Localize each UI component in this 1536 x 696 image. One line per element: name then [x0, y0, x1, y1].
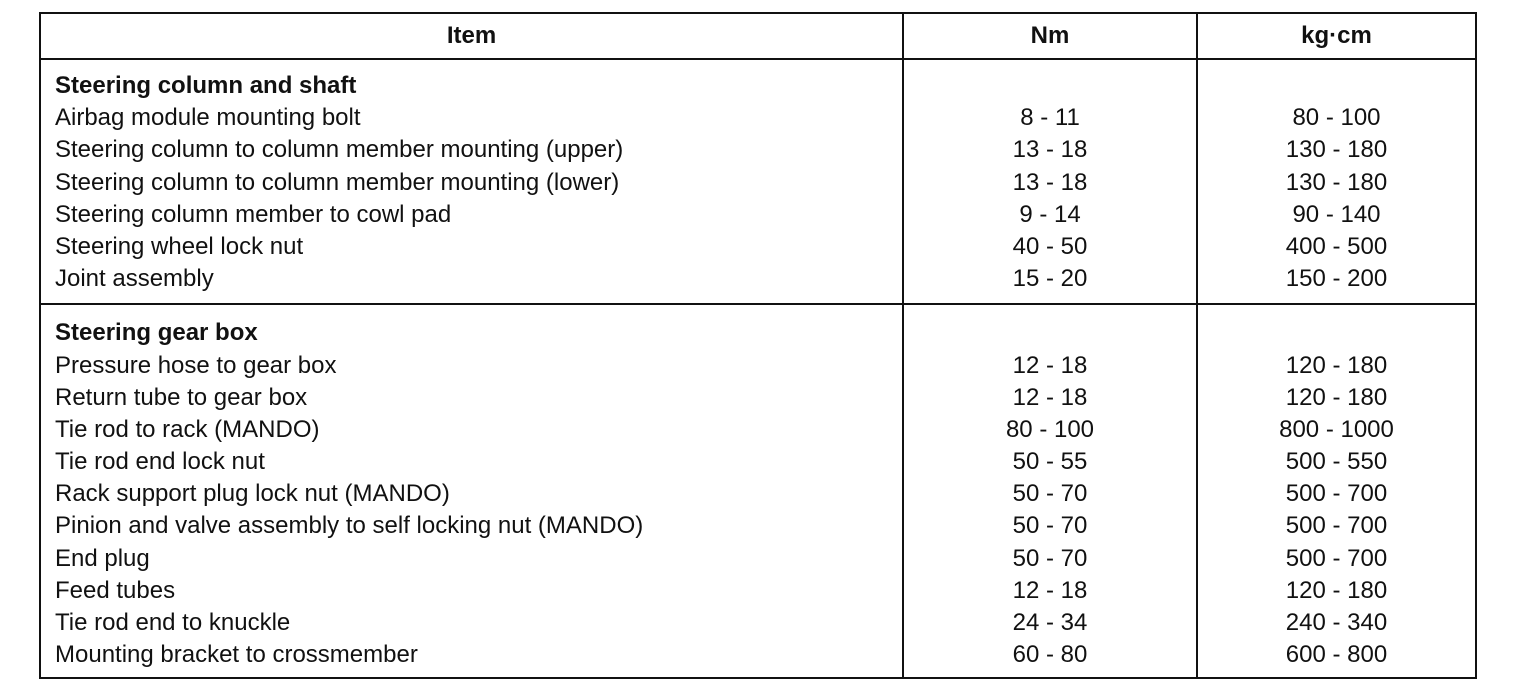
nm-cell: 15 - 20	[1012, 265, 1088, 293]
header-nm: Nm	[904, 14, 1198, 58]
item-cell: Steering column member to cowl pad	[55, 200, 452, 228]
kgcm-cell: 400 - 500	[1285, 232, 1388, 260]
nm-cell: 50 - 70	[1012, 480, 1088, 508]
kgcm-cell: 130 - 180	[1285, 168, 1388, 196]
kgcm-cell: 500 - 700	[1285, 512, 1388, 540]
kgcm-cell: 90 - 140	[1292, 200, 1381, 228]
kgcm-cell: 80 - 100	[1292, 104, 1381, 132]
header-item: Item	[41, 14, 904, 58]
kgcm-cell: 500 - 700	[1285, 544, 1388, 572]
nm-cell: 12 - 18	[1012, 383, 1088, 411]
torque-spec-table	[39, 12, 1477, 679]
header-kgcm: kg·cm	[1301, 22, 1372, 49]
nm-cell: 13 - 18	[1012, 168, 1088, 196]
section-title: Steering column and shaft	[55, 72, 357, 99]
section-steering-gear-box	[41, 303, 1475, 677]
nm-cell: 80 - 100	[1005, 415, 1095, 443]
item-column	[41, 60, 904, 303]
kgcm-cell: 500 - 700	[1285, 480, 1388, 508]
item-cell: Rack support plug lock nut (MANDO)	[55, 480, 450, 508]
item-cell: Steering column to column member mounting (lower)	[55, 168, 620, 196]
nm-cell: 40 - 50	[1012, 232, 1088, 260]
kgcm-cell: 500 - 550	[1285, 448, 1388, 476]
kgcm-column	[1198, 60, 1475, 303]
spacer	[904, 317, 1196, 349]
kgcm-cell: 150 - 200	[1285, 265, 1388, 293]
item-cell: Joint assembly	[55, 265, 214, 293]
kgcm-cell: 240 - 340	[1285, 609, 1388, 636]
section-title: Steering gear box	[55, 319, 258, 347]
item-cell: Return tube to gear box	[55, 383, 308, 411]
item-cell: Pressure hose to gear box	[55, 351, 337, 379]
nm-cell: 50 - 70	[1012, 512, 1088, 540]
table-header	[41, 14, 1475, 60]
kgcm-column	[1198, 305, 1475, 677]
item-cell: Mounting bracket to crossmember	[55, 641, 418, 669]
nm-cell: 8 - 11	[1020, 104, 1080, 132]
item-cell: Tie rod end to knuckle	[55, 609, 291, 636]
item-cell: Pinion and valve assembly to self locking nut (MANDO)	[55, 512, 644, 540]
nm-cell: 24 - 34	[1012, 609, 1088, 636]
nm-cell: 9 - 14	[1019, 200, 1081, 228]
item-cell: End plug	[55, 544, 150, 572]
spacer	[904, 70, 1196, 102]
section-steering-column	[41, 60, 1475, 303]
kgcm-cell: 800 - 1000	[1279, 415, 1394, 443]
kgcm-cell: 120 - 180	[1285, 351, 1388, 379]
nm-cell: 50 - 55	[1012, 448, 1088, 476]
nm-cell: 13 - 18	[1012, 136, 1088, 164]
kgcm-cell: 130 - 180	[1285, 136, 1388, 164]
item-cell: Tie rod to rack (MANDO)	[55, 415, 320, 443]
kgcm-cell: 600 - 800	[1285, 641, 1388, 669]
nm-column	[904, 305, 1198, 677]
nm-cell: 50 - 70	[1012, 544, 1088, 572]
kgcm-cell: 120 - 180	[1285, 576, 1388, 604]
item-cell: Steering wheel lock nut	[55, 232, 304, 260]
item-cell: Feed tubes	[55, 576, 176, 604]
nm-column	[904, 60, 1198, 303]
kgcm-cell: 120 - 180	[1285, 383, 1388, 411]
item-column	[41, 305, 904, 677]
spacer	[1198, 70, 1475, 102]
spacer	[1198, 317, 1475, 349]
item-cell: Steering column to column member mounting (upper)	[55, 136, 624, 164]
item-cell: Airbag module mounting bolt	[55, 104, 361, 132]
nm-cell: 12 - 18	[1012, 351, 1088, 379]
nm-cell: 12 - 18	[1012, 576, 1088, 604]
nm-cell: 60 - 80	[1012, 641, 1088, 669]
item-cell: Tie rod end lock nut	[55, 448, 265, 476]
